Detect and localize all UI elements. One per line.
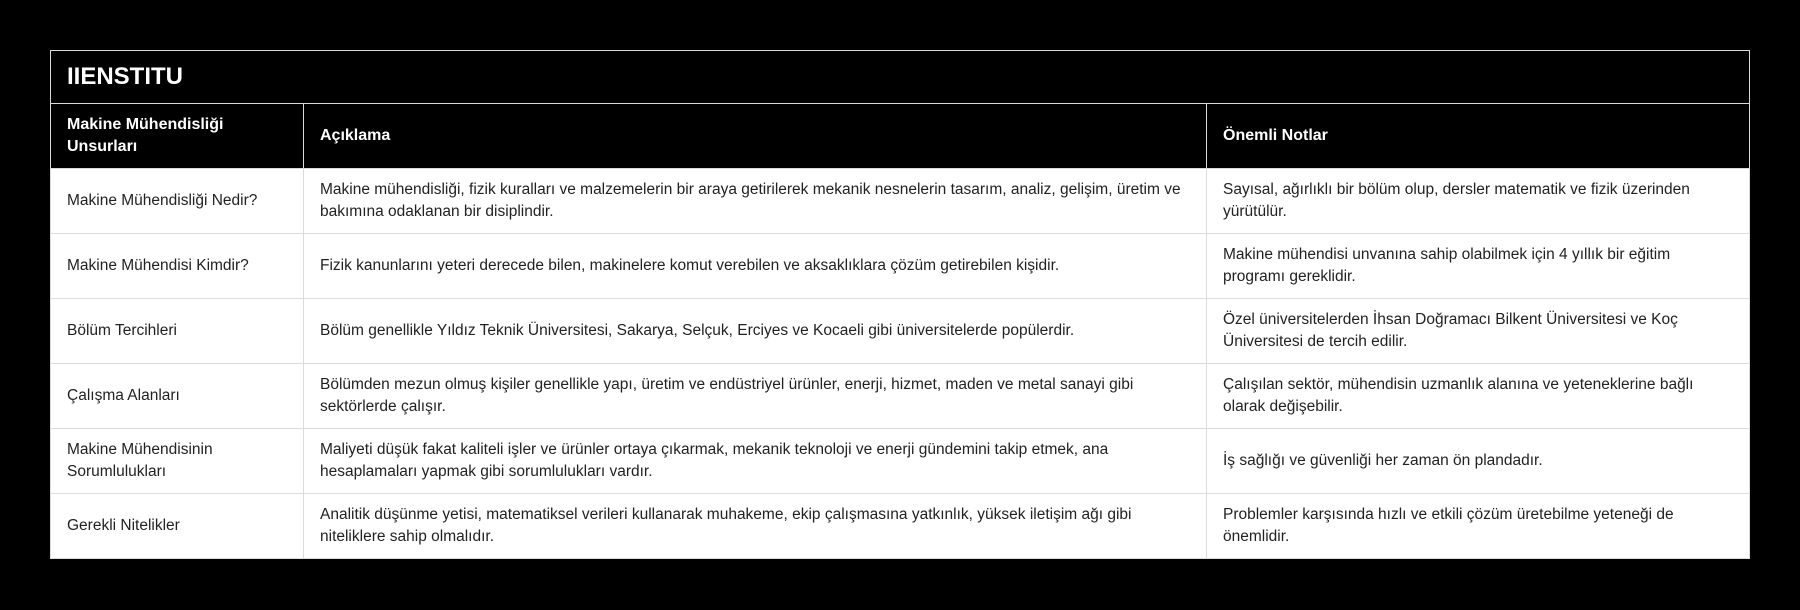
info-table (50, 50, 1750, 559)
cell-item: Çalışma Alanları (51, 364, 304, 429)
header-row (51, 104, 1750, 169)
header-item: Makine Mühendisliği Unsurları (51, 104, 304, 169)
cell-item: Makine Mühendisliği Nedir? (51, 169, 304, 234)
cell-description: Fizik kanunlarını yeteri derecede bilen, makinelere komut verebilen ve aksaklıklara çözüm getirebilen kişidir. (304, 234, 1207, 299)
table-container (50, 50, 1749, 559)
table-row (51, 234, 1750, 299)
title-row (51, 51, 1750, 104)
table-row (51, 494, 1750, 559)
cell-item: Bölüm Tercihleri (51, 299, 304, 364)
cell-item: Makine Mühendisinin Sorumlulukları (51, 429, 304, 494)
cell-notes: Sayısal, ağırlıklı bir bölüm olup, dersler matematik ve fizik üzerinden yürütülür. (1207, 169, 1750, 234)
table-row (51, 299, 1750, 364)
cell-description: Makine mühendisliği, fizik kuralları ve malzemelerin bir araya getirilerek mekanik nesnelerin tasarım, analiz, gelişim, üretim ve bakımına odaklanan bir disiplindir. (304, 169, 1207, 234)
cell-item: Makine Mühendisi Kimdir? (51, 234, 304, 299)
cell-description: Analitik düşünme yetisi, matematiksel verileri kullanarak muhakeme, ekip çalışmasına yatkınlık, yüksek iletişim ağı gibi niteliklere sahip olmalıdır. (304, 494, 1207, 559)
cell-notes: Problemler karşısında hızlı ve etkili çözüm üretebilme yeteneği de önemlidir. (1207, 494, 1750, 559)
table-row (51, 429, 1750, 494)
table-row (51, 169, 1750, 234)
cell-description: Bölüm genellikle Yıldız Teknik Üniversitesi, Sakarya, Selçuk, Erciyes ve Kocaeli gibi üniversitelerde popülerdir. (304, 299, 1207, 364)
cell-notes: Makine mühendisi unvanına sahip olabilmek için 4 yıllık bir eğitim programı gereklidir. (1207, 234, 1750, 299)
cell-notes: Çalışılan sektör, mühendisin uzmanlık alanına ve yeteneklerine bağlı olarak değişebilir. (1207, 364, 1750, 429)
header-description: Açıklama (304, 104, 1207, 169)
cell-notes: Özel üniversitelerden İhsan Doğramacı Bilkent Üniversitesi ve Koç Üniversitesi de tercih edilir. (1207, 299, 1750, 364)
table-row (51, 364, 1750, 429)
table-title: IIENSTITU (51, 51, 1750, 104)
cell-description: Bölümden mezun olmuş kişiler genellikle yapı, üretim ve endüstriyel ürünler, enerji, hizmet, maden ve metal sanayi gibi sektörlerde çalışır. (304, 364, 1207, 429)
cell-item: Gerekli Nitelikler (51, 494, 304, 559)
cell-notes: İş sağlığı ve güvenliği her zaman ön plandadır. (1207, 429, 1750, 494)
header-notes: Önemli Notlar (1207, 104, 1750, 169)
cell-description: Maliyeti düşük fakat kaliteli işler ve ürünler ortaya çıkarmak, mekanik teknoloji ve enerji gündemini takip etmek, ana hesaplamaları yapmak gibi sorumlulukları vardır. (304, 429, 1207, 494)
